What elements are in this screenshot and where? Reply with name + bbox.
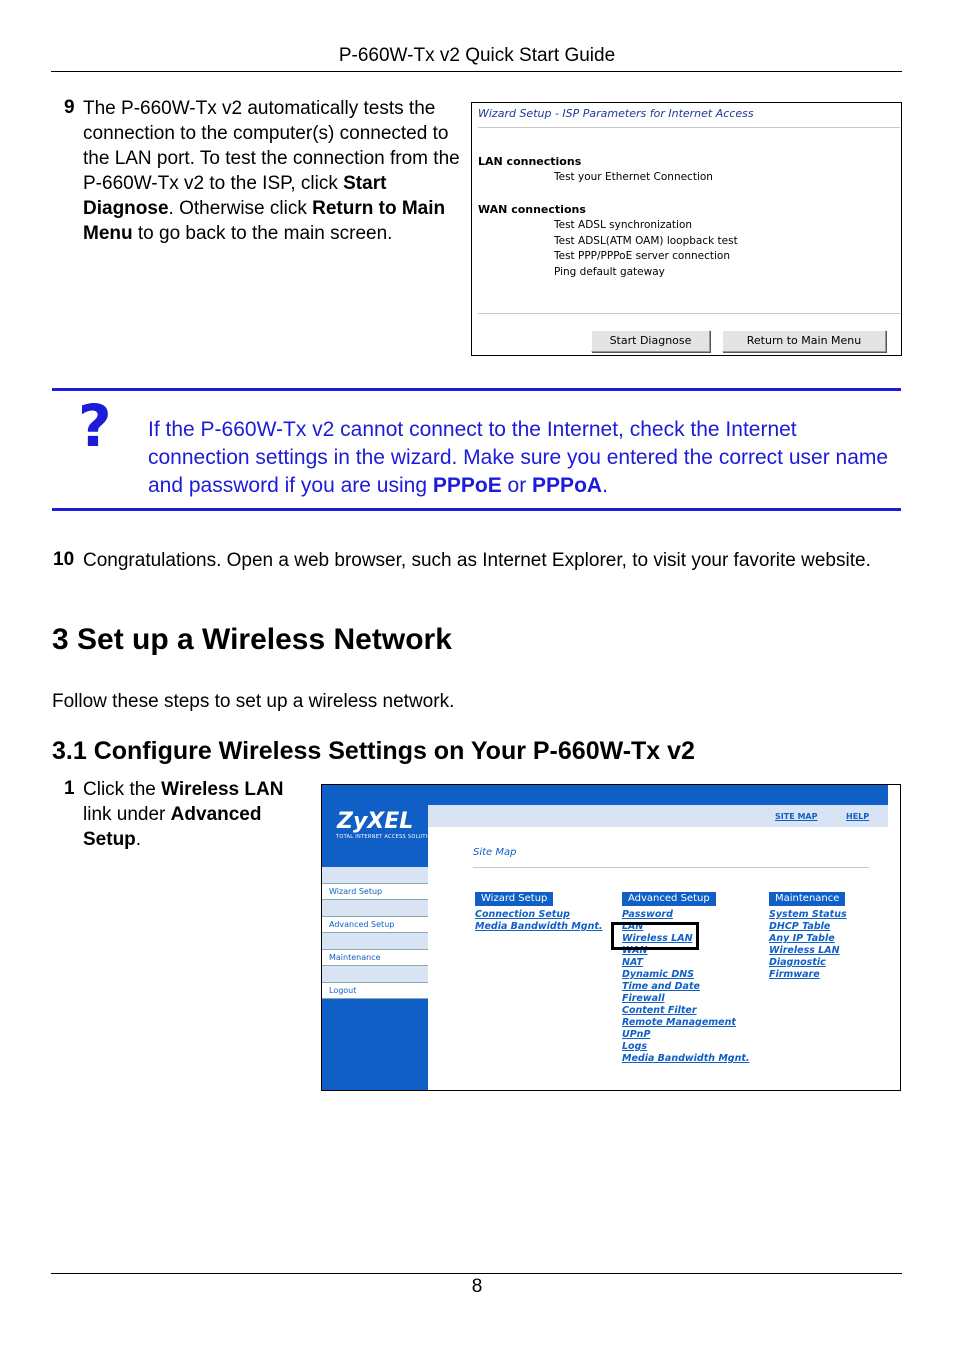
column-heading-maintenance: Maintenance xyxy=(769,892,845,906)
help-link[interactable]: HELP xyxy=(846,812,870,821)
wan-test-item: Test ADSL synchronization xyxy=(554,219,693,231)
note-bold-pppoa: PPPoA xyxy=(532,474,603,497)
link-content-filter[interactable]: Content Filter xyxy=(622,1005,697,1016)
link-firewall[interactable]: Firewall xyxy=(622,993,665,1004)
step-9-text-b: . Otherwise click xyxy=(168,198,313,219)
page-header-title: P-660W-Tx v2 Quick Start Guide xyxy=(338,45,616,66)
note-text xyxy=(148,416,898,500)
menu-spacer xyxy=(322,867,428,884)
step-10-number: 10 xyxy=(53,549,75,570)
wireless-lan-highlight-box xyxy=(611,922,699,950)
header-rule xyxy=(51,71,902,72)
link-logs[interactable]: Logs xyxy=(622,1041,648,1052)
menu-item-advanced-setup[interactable]: Advanced Setup xyxy=(322,917,428,933)
link-system-status[interactable]: System Status xyxy=(769,909,847,920)
link-time-and-date[interactable]: Time and Date xyxy=(622,981,700,992)
step-9-bold-start-diagnose: Start Diagnose xyxy=(83,173,387,219)
zyxel-tagline: TOTAL INTERNET ACCESS SOLUTION xyxy=(336,834,436,840)
router-sidebar-menu xyxy=(322,867,428,999)
site-map-rule xyxy=(473,867,869,868)
link-remote-management[interactable]: Remote Management xyxy=(622,1017,736,1028)
link-media-bandwidth[interactable]: Media Bandwidth Mgnt. xyxy=(475,921,603,932)
column-wizard-setup xyxy=(475,909,603,933)
site-map-link[interactable]: SITE MAP xyxy=(775,812,818,821)
step-1-number: 1 xyxy=(64,778,75,799)
step-1-text xyxy=(83,777,315,852)
wizard-bottom-rule xyxy=(478,313,900,314)
question-mark-icon: ? xyxy=(78,392,112,460)
menu-spacer xyxy=(322,966,428,983)
link-nat[interactable]: NAT xyxy=(622,957,643,968)
menu-item-maintenance[interactable]: Maintenance xyxy=(322,950,428,966)
step-9-bold-return: Return to Main Menu xyxy=(83,198,446,244)
step-1-text-a: Click the xyxy=(83,779,162,800)
lan-test-item: Test your Ethernet Connection xyxy=(554,171,713,183)
link-wireless-lan[interactable]: Wireless LAN xyxy=(622,933,693,944)
step-9-text-a: The P-660W-Tx v2 automatically tests the connection to the computer(s) connected to the LAN port. To test the connection from the P-660W-Tx v2 to the ISP, click xyxy=(83,98,460,194)
site-map-screenshot xyxy=(321,784,901,1091)
column-heading-advanced-setup: Advanced Setup xyxy=(622,892,716,906)
link-dynamic-dns[interactable]: Dynamic DNS xyxy=(622,969,695,980)
wizard-title-rule xyxy=(478,127,900,128)
page-number: 8 xyxy=(471,1276,483,1297)
step-9-number: 9 xyxy=(64,97,75,118)
step-1-text-c: . xyxy=(135,829,142,850)
section-3-1-heading: 3.1 Configure Wireless Settings on Your P-660W-Tx v2 xyxy=(52,737,695,765)
step-9-text-c: to go back to the main screen. xyxy=(132,223,393,244)
wan-connections-heading: WAN connections xyxy=(478,203,586,216)
lan-connections-heading: LAN connections xyxy=(478,155,582,168)
note-bottom-rule xyxy=(52,508,901,511)
site-map-title: Site Map xyxy=(473,847,517,858)
wan-test-item: Test PPP/PPPoE server connection xyxy=(554,250,730,262)
link-firmware[interactable]: Firmware xyxy=(769,969,820,980)
menu-spacer xyxy=(322,933,428,950)
link-any-ip-table[interactable]: Any IP Table xyxy=(769,933,835,944)
column-heading-wizard-setup: Wizard Setup xyxy=(475,892,553,906)
link-password[interactable]: Password xyxy=(622,909,673,920)
wan-test-item: Ping default gateway xyxy=(554,266,665,278)
link-wan[interactable]: WAN xyxy=(622,945,648,956)
column-maintenance xyxy=(769,909,847,981)
step-1-text-b: link under xyxy=(83,804,171,825)
note-top-rule xyxy=(52,388,901,391)
wizard-screen-title: Wizard Setup - ISP Parameters for Internet Access xyxy=(478,107,754,120)
zyxel-logo: ZyXEL xyxy=(337,809,414,834)
section-3-intro: Follow these steps to set up a wireless network. xyxy=(52,691,455,712)
link-wireless-lan-maint[interactable]: Wireless LAN xyxy=(769,945,840,956)
note-bold-pppoe: PPPoE xyxy=(432,474,502,497)
link-dhcp-table[interactable]: DHCP Table xyxy=(769,921,831,932)
step-10-text: Congratulations. Open a web browser, such as Internet Explorer, to visit your favorite website. xyxy=(83,550,871,571)
note-text-b: or xyxy=(501,474,533,497)
router-top-bar xyxy=(428,785,888,805)
step-1-bold-advanced-setup: Advanced Setup xyxy=(83,804,262,850)
return-to-main-menu-button[interactable]: Return to Main Menu xyxy=(722,330,886,352)
note-text-a: If the P-660W-Tx v2 cannot connect to the Internet, check the Internet connection settings in the wizard. Make sure you entered the correct user name and password if you are using xyxy=(148,418,889,497)
wan-test-item: Test ADSL(ATM OAM) loopback test xyxy=(554,235,738,247)
link-media-bandwidth[interactable]: Media Bandwidth Mgnt. xyxy=(622,1053,750,1064)
menu-item-wizard-setup[interactable]: Wizard Setup xyxy=(322,884,428,900)
menu-item-logout[interactable]: Logout xyxy=(322,983,428,999)
link-lan[interactable]: LAN xyxy=(622,921,644,932)
step-9-text xyxy=(83,96,469,246)
link-connection-setup[interactable]: Connection Setup xyxy=(475,909,570,920)
wizard-diagnose-screenshot xyxy=(471,102,902,356)
link-diagnostic[interactable]: Diagnostic xyxy=(769,957,826,968)
step-1-bold-wireless-lan: Wireless LAN xyxy=(161,779,284,800)
start-diagnose-button[interactable]: Start Diagnose xyxy=(591,330,710,352)
note-text-c: . xyxy=(602,474,608,497)
link-upnp[interactable]: UPnP xyxy=(622,1029,651,1040)
footer-rule xyxy=(51,1273,902,1274)
section-3-heading: 3 Set up a Wireless Network xyxy=(52,623,452,656)
menu-spacer xyxy=(322,900,428,917)
router-link-strip xyxy=(428,805,888,827)
